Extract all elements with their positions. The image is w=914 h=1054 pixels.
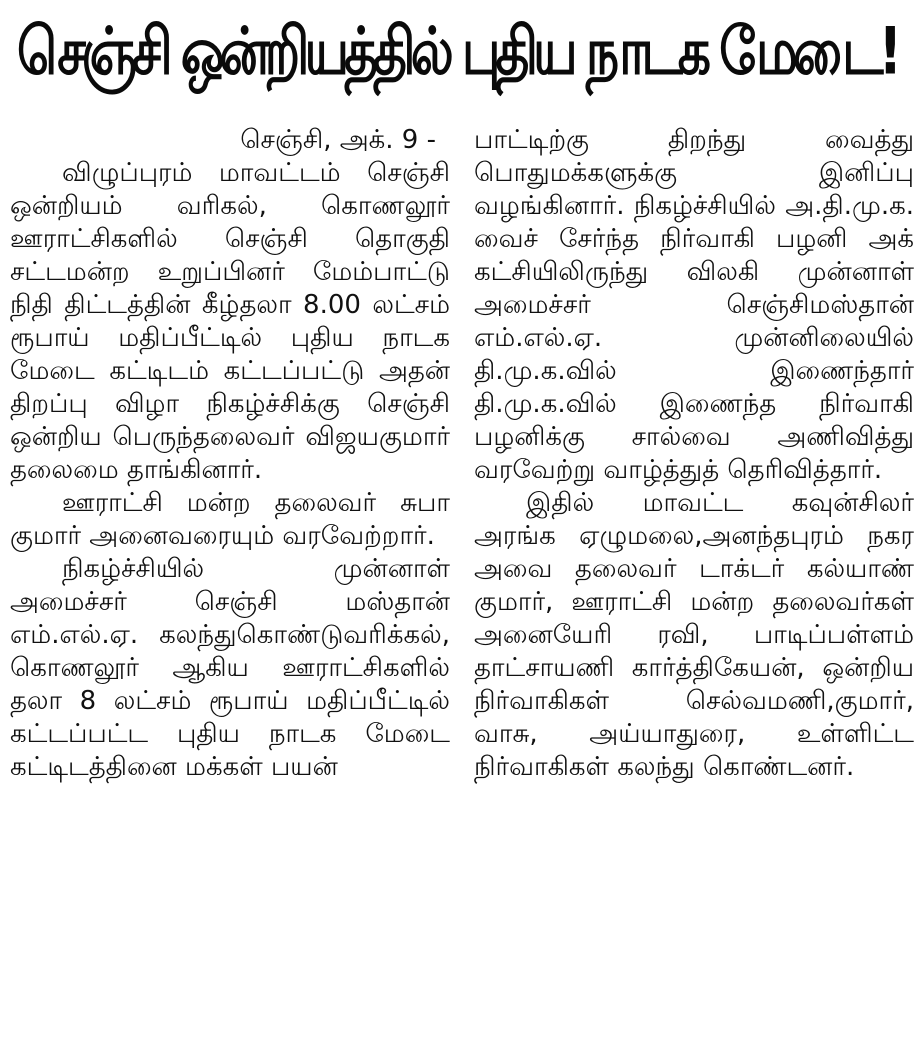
right-column bbox=[474, 124, 914, 784]
left-column bbox=[10, 124, 450, 784]
paragraph: பாட்டிற்கு திறந்து வைத்து பொதுமக்களுக்கு இனிப்பு வழங்கினார். நிகழ்ச்சியில் அ.தி.மு.க. வைச் சேர்ந்த நிர்வாகி பழனி அக் கட்சியிலிருந்து விலகி முன்னாள் அமைச்சர் செஞ்சிமஸ்தான் எம்.எல்.ஏ. முன்னிலையில் தி.மு.க.வில் இணைந்தார் தி.மு.க.வில் இணைந்த நிர்வாகி பழனிக்கு சால்வை அணிவித்து வரவேற்று வாழ்த்துத் தெரிவித்தார். bbox=[474, 125, 914, 485]
headline: செஞ்சி ஒன்றியத்தில் புதிய நாடக மேடை! bbox=[16, 14, 898, 90]
dateline: செஞ்சி, அக். 9 - bbox=[240, 125, 436, 155]
paragraph: ஊராட்சி மன்ற தலைவர் சுபா குமார் அனைவரையும் வரவேற்றார். bbox=[10, 488, 450, 551]
paragraph: நிகழ்ச்சியில் முன்னாள் அமைச்சர் செஞ்சி மஸ்தான் எம்.எல்.ஏ. கலந்துகொண்டுவரிக்கல், கொணலூர் ஆகிய ஊராட்சிகளில் தலா 8 லட்சம் ரூபாய் மதிப்பீட்டில் கட்டப்பட்ட புதிய நாடக மேடை கட்டிடத்தினை மக்கள் பயன் bbox=[10, 554, 450, 782]
paragraph: விழுப்புரம் மாவட்டம் செஞ்சி ஒன்றியம் வரிகல், கொணலூர் ஊராட்சிகளில் செஞ்சி தொகுதி சட்டமன்ற உறுப்பினர் மேம்பாட்டு நிதி திட்டத்தின் கீழ்தலா 8.00 லட்சம் ரூபாய் மதிப்பீட்டில் புதிய நாடக மேடை கட்டிடம் கட்டப்பட்டு அதன் திறப்பு விழா நிகழ்ச்சிக்கு செஞ்சி ஒன்றிய பெருந்தலைவர் விஜயகுமார் தலைமை தாங்கினார். bbox=[10, 158, 450, 485]
paragraph: இதில் மாவட்ட கவுன்சிலர் அரங்க ஏழுமலை,அனந்தபுரம் நகர அவை தலைவர் டாக்டர் கல்யாண் குமார், ஊராட்சி மன்ற தலைவர்கள் அனையேரி ரவி, பாடிப்பள்ளம் தாட்சாயணி கார்த்திகேயன், ஒன்றிய நிர்வாகிகள் செல்வமணி,குமார், வாசு, அய்யாதுரை, உள்ளிட்ட நிர்வாகிகள் கலந்து கொண்டனர். bbox=[474, 488, 914, 782]
article-body bbox=[10, 124, 914, 1044]
